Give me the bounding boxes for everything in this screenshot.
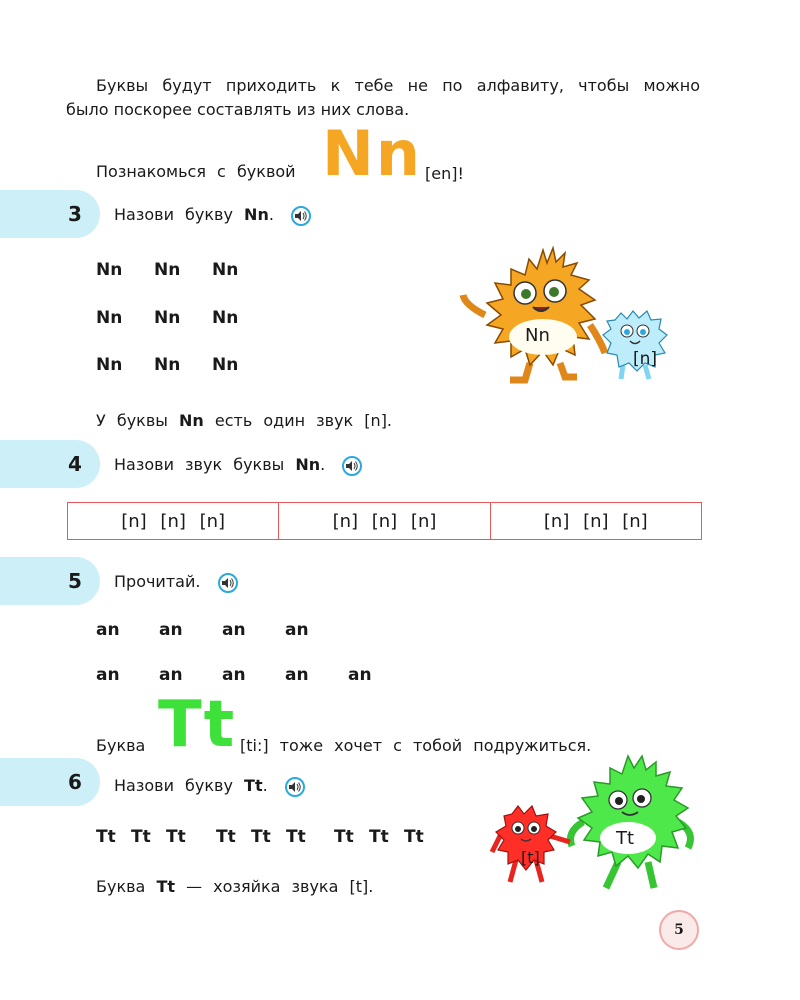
letter-item: Tt xyxy=(96,827,116,847)
letter-item: Nn xyxy=(212,308,239,328)
big-letter-nn: Nn xyxy=(322,117,423,190)
letter-item: Tt xyxy=(286,827,306,847)
task-5-number: 5 xyxy=(68,569,82,593)
task-4-dot: . xyxy=(320,455,326,474)
task-5-row-2 xyxy=(96,665,372,685)
monster-n-label: Nn xyxy=(525,325,550,346)
task-3-note-letter: Nn xyxy=(179,411,204,430)
audio-speaker-icon[interactable] xyxy=(218,573,238,593)
task-5-instruction xyxy=(114,572,238,593)
big-letter-tt: Tt xyxy=(158,688,237,762)
task-6-note-letter: Tt xyxy=(156,877,175,896)
letter-item: Tt xyxy=(251,827,271,847)
task-4-instruction-text: Назови звук буквы xyxy=(114,455,285,474)
syllable-item: an xyxy=(159,665,183,685)
sound-cell: [n] [n] [n] xyxy=(278,503,489,539)
syllable-item: an xyxy=(285,620,309,640)
letter-item: Tt xyxy=(166,827,186,847)
monster-t-label: Tt xyxy=(616,828,635,849)
task-4-letter: Nn xyxy=(295,455,321,474)
task-3-note-prefix: У буквы xyxy=(96,411,168,430)
task-3-tab xyxy=(0,190,100,238)
task-6-number: 6 xyxy=(68,770,82,794)
letter-item: Tt xyxy=(216,827,236,847)
task-3-row-1 xyxy=(96,260,238,280)
meet-letter-n-prefix: Познакомься с буквой xyxy=(96,162,296,181)
task-6-instruction xyxy=(114,776,305,797)
intro-paragraph xyxy=(66,74,700,122)
task-3-note xyxy=(96,411,392,430)
letter-item: Tt xyxy=(131,827,151,847)
syllable-item: an xyxy=(222,620,246,640)
task-6-note-suffix: — хозяйка звука [t]. xyxy=(186,877,374,896)
letter-item: Tt xyxy=(404,827,424,847)
task-6-instruction-text: Назови букву xyxy=(114,776,233,795)
monster-t-sound-label: [t] xyxy=(521,848,540,867)
monster-n-sound-label: [n] xyxy=(633,349,658,369)
meet-letter-t-suffix: [ti:] тоже хочет с тобой подружиться. xyxy=(240,736,592,755)
audio-speaker-icon[interactable] xyxy=(342,456,362,476)
letter-item: Nn xyxy=(154,308,181,328)
task-5-instruction-text: Прочитай. xyxy=(114,572,201,591)
task-6-letter: Tt xyxy=(244,776,263,795)
task-6-note xyxy=(96,877,373,896)
task-3-dot: . xyxy=(268,205,274,224)
audio-speaker-icon[interactable] xyxy=(285,777,305,797)
syllable-item: an xyxy=(96,665,120,685)
task-3-note-suffix: есть один звук [n]. xyxy=(214,411,393,430)
syllable-item: an xyxy=(222,665,246,685)
letter-item: Nn xyxy=(154,355,181,375)
syllable-item: an xyxy=(159,620,183,640)
task-5-tab xyxy=(0,557,100,605)
task-4-number: 4 xyxy=(68,452,82,476)
task-6-note-prefix: Буква xyxy=(96,877,146,896)
monsters-t-illustration xyxy=(488,752,700,892)
meet-letter-t-prefix: Буква xyxy=(96,736,146,755)
syllable-item: an xyxy=(285,665,309,685)
audio-speaker-icon[interactable] xyxy=(291,206,311,226)
sound-cell: [n] [n] [n] xyxy=(121,510,226,532)
task-6-dot: . xyxy=(262,776,268,795)
task-4-tab xyxy=(0,440,100,488)
task-3-instruction-text: Назови букву xyxy=(114,205,233,224)
intro-line-2: было поскорее составлять из них слова. xyxy=(66,100,410,119)
letter-n-transcription: [en]! xyxy=(425,164,464,183)
task-3-letter: Nn xyxy=(244,205,269,224)
letter-item: Nn xyxy=(96,355,123,375)
task-3-number: 3 xyxy=(68,202,82,226)
letter-item: Nn xyxy=(96,308,123,328)
letter-item: Nn xyxy=(96,260,123,280)
task-4-instruction xyxy=(114,455,362,476)
letter-item: Nn xyxy=(212,260,239,280)
syllable-item: an xyxy=(348,665,372,685)
letter-item: Nn xyxy=(154,260,181,280)
intro-line-1: Буквы будут приходить к тебе не по алфавиту, чтобы можно xyxy=(96,76,700,95)
sound-table xyxy=(67,502,702,540)
task-5-row-1 xyxy=(96,620,309,640)
syllable-item: an xyxy=(96,620,120,640)
task-3-row-3 xyxy=(96,355,238,375)
monsters-n-illustration xyxy=(455,245,695,385)
task-3-row-2 xyxy=(96,308,238,328)
sound-cell: [n] [n] [n] xyxy=(490,503,701,539)
letter-item: Tt xyxy=(334,827,354,847)
letter-item: Tt xyxy=(369,827,389,847)
task-6-tab xyxy=(0,758,100,806)
letter-item: Nn xyxy=(212,355,239,375)
task-6-row xyxy=(96,827,424,847)
page-number: 5 xyxy=(659,910,699,950)
task-3-instruction xyxy=(114,205,311,226)
